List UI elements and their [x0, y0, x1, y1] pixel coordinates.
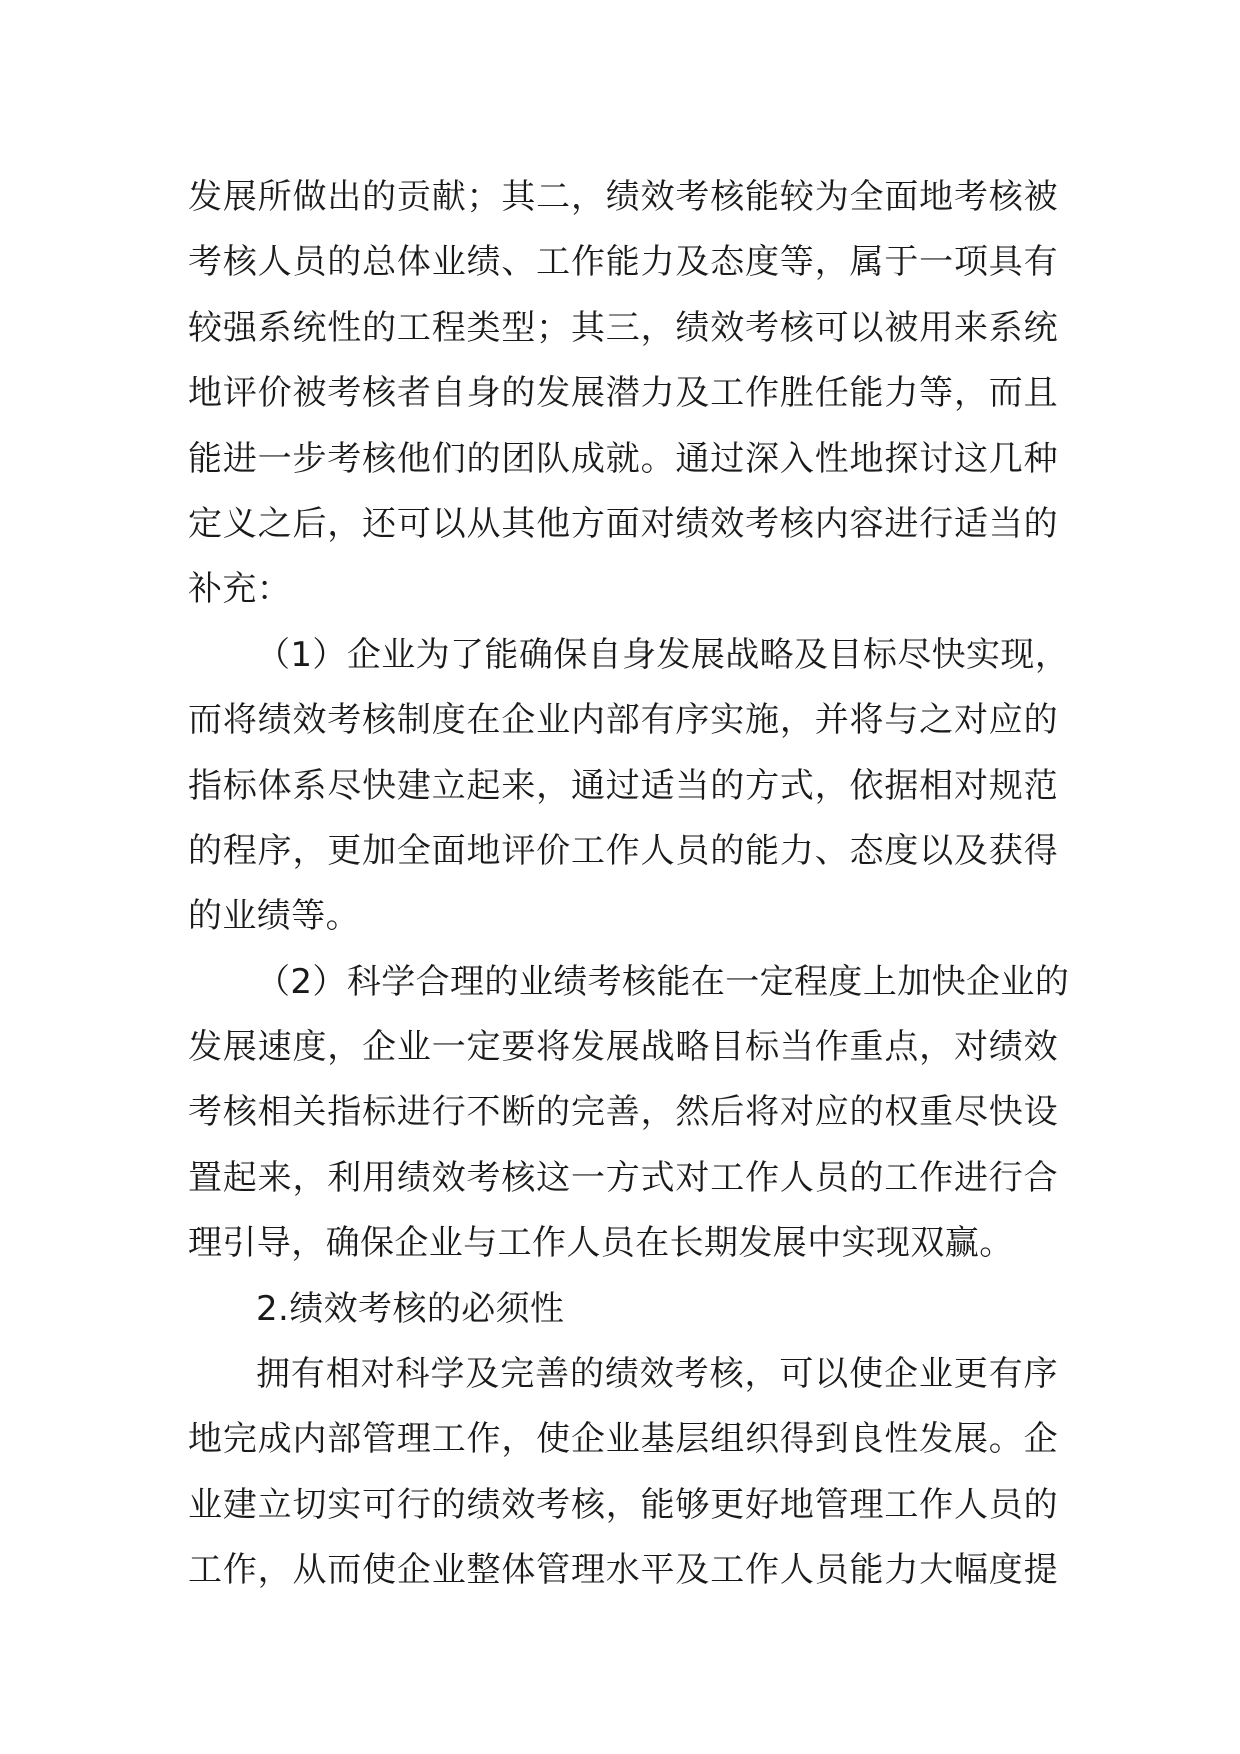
- text-line: 能进一步考核他们的团队成就。通过深入性地探讨这几种: [188, 438, 1058, 479]
- text-line: 地评价被考核者自身的发展潜力及工作胜任能力等，而且: [188, 373, 1058, 414]
- text-line: 工作，从而使企业整体管理水平及工作人员能力大幅度提: [188, 1550, 1058, 1591]
- text-line: 的业绩等。: [188, 896, 360, 937]
- list-item-2-line: （2）科学合理的业绩考核能在一定程度上加快企业的: [256, 961, 1070, 1002]
- text-line: 指标体系尽快建立起来，通过适当的方式，依据相对规范: [188, 765, 1058, 806]
- list-item-1-line: （1）企业为了能确保自身发展战略及目标尽快实现，: [256, 634, 1070, 675]
- text-line: 发展速度，企业一定要将发展战略目标当作重点，对绩效: [188, 1027, 1058, 1068]
- text-line: 而将绩效考核制度在企业内部有序实施，并将与之对应的: [188, 700, 1058, 741]
- text-line: 地完成内部管理工作，使企业基层组织得到良性发展。企: [188, 1419, 1058, 1460]
- text-line: 理引导，确保企业与工作人员在长期发展中实现双赢。: [188, 1223, 1014, 1264]
- text-line: 考核相关指标进行不断的完善，然后将对应的权重尽快设: [188, 1092, 1058, 1133]
- text-line: 考核人员的总体业绩、工作能力及态度等，属于一项具有: [188, 242, 1058, 283]
- text-line: 业建立切实可行的绩效考核，能够更好地管理工作人员的: [188, 1484, 1058, 1525]
- section-heading: 2.绩效考核的必须性: [256, 1288, 565, 1329]
- document-body: [188, 165, 1070, 1604]
- text-line: 发展所做出的贡献；其二，绩效考核能较为全面地考核被: [188, 177, 1058, 217]
- text-line: 较强系统性的工程类型；其三，绩效考核可以被用来系统: [188, 307, 1058, 348]
- text-line: 置起来，利用绩效考核这一方式对工作人员的工作进行合: [188, 1157, 1058, 1198]
- text-line: 的程序，更加全面地评价工作人员的能力、态度以及获得: [188, 830, 1058, 871]
- paragraph-first-line: 拥有相对科学及完善的绩效考核，可以使企业更有序: [256, 1354, 1058, 1395]
- text-line: 补充：: [188, 569, 292, 610]
- text-line: 定义之后，还可以从其他方面对绩效考核内容进行适当的: [188, 503, 1058, 544]
